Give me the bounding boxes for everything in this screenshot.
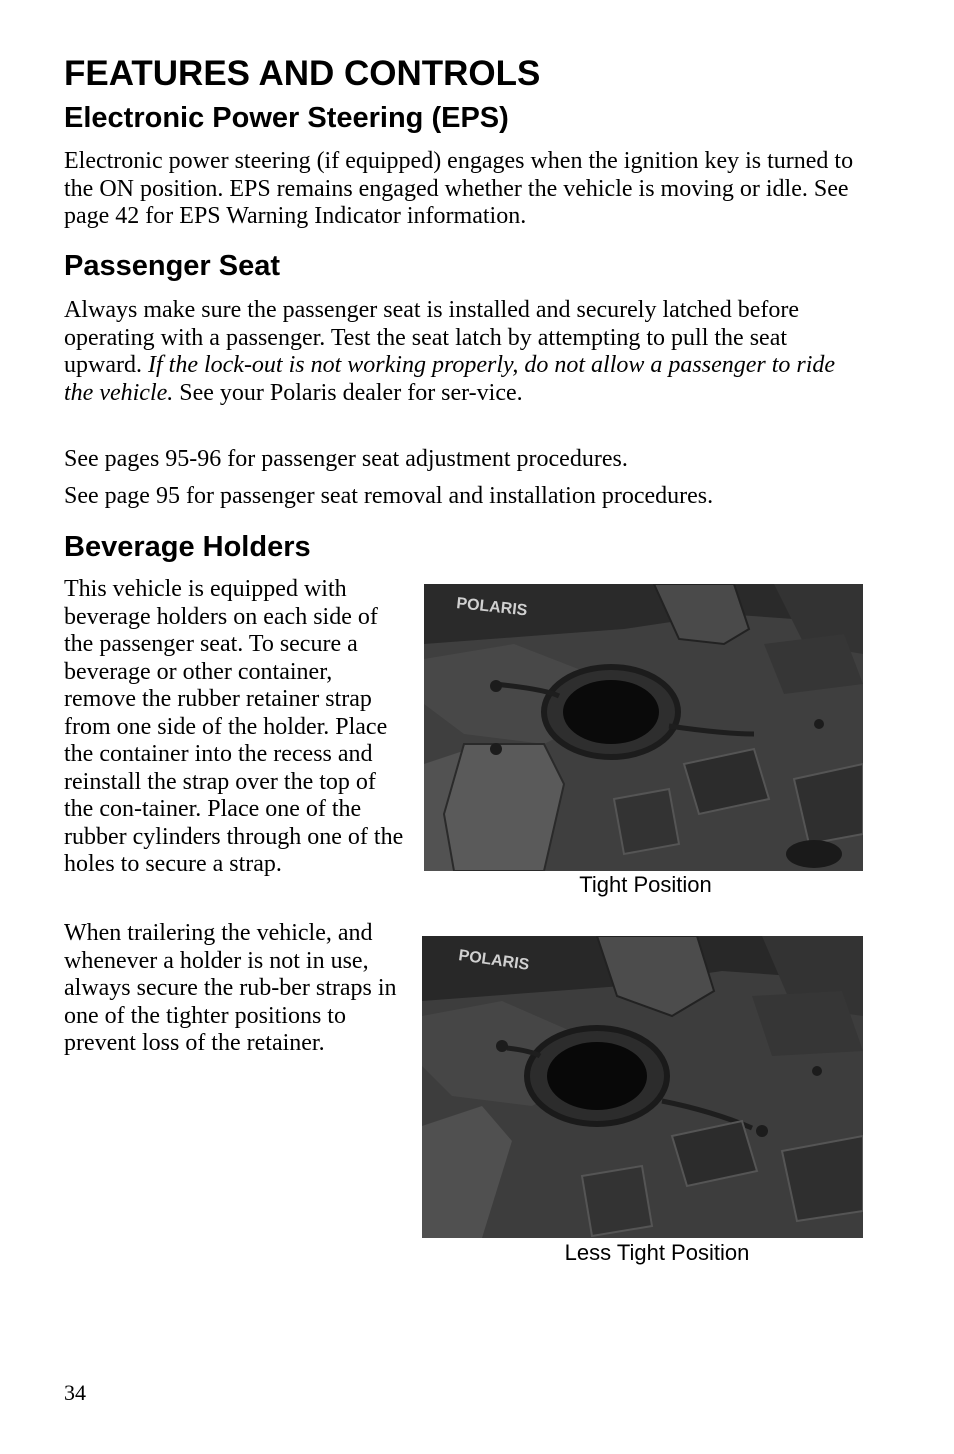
beverage-holders-heading: Beverage Holders — [64, 531, 311, 563]
section-title: FEATURES AND CONTROLS — [64, 54, 541, 93]
seat-adjustment-reference: See pages 95-96 for passenger seat adjustment procedures. — [64, 446, 628, 472]
passenger-seat-paragraph — [64, 297, 864, 407]
beverage-holder-tight-illustration — [424, 584, 863, 871]
passenger-seat-heading: Passenger Seat — [64, 250, 281, 282]
caption-tight-position: Tight Position — [579, 872, 712, 897]
beverage-holders-paragraph-1: This vehicle is equipped with beverage holders on each side of the passenger seat. To secure a beverage or other container, remove the rubber retainer strap from one side of the holder. Place the container into the recess and reinstall the strap over the top of the con-tainer. Place one of the rubber cylinders through one of the holes to secure a strap. — [64, 576, 404, 877]
beverage-holders-paragraph-2: When trailering the vehicle, and whenever a holder is not in use, always secure the rub-ber straps in one of the tighter positions to prevent loss of the retainer. — [64, 920, 397, 1056]
photo-less-tight-position — [422, 936, 863, 1238]
seat-removal-reference: See page 95 for passenger seat removal and installation procedures. — [64, 483, 714, 509]
photo1-logo: POLARIS — [455, 595, 529, 620]
passenger-seat-warning: If the lock-out is not working properly, do not allow a passenger to ride the vehicle. — [64, 352, 836, 406]
photo-tight-position — [424, 584, 863, 871]
eps-paragraph: Electronic power steering (if equipped) engages when the ignition key is turned to the ON position. EPS remains engaged whether the vehicle is moving or idle. See page 42 for EPS Warning Indicator information. — [64, 148, 854, 229]
passenger-seat-text-start: Always make sure the passenger seat is installed and securely latched before operating with a passenger. Test the seat latch by attempting to pull the seat upward. — [64, 297, 800, 378]
eps-heading: Electronic Power Steering (EPS) — [64, 102, 509, 134]
page-number: 34 — [64, 1380, 86, 1405]
photo2-logo: POLARIS — [457, 947, 531, 974]
passenger-seat-text-end: See your Polaris dealer for ser-vice. — [173, 379, 523, 406]
beverage-holder-less-tight-illustration — [422, 936, 863, 1238]
caption-less-tight-position: Less Tight Position — [564, 1240, 750, 1265]
